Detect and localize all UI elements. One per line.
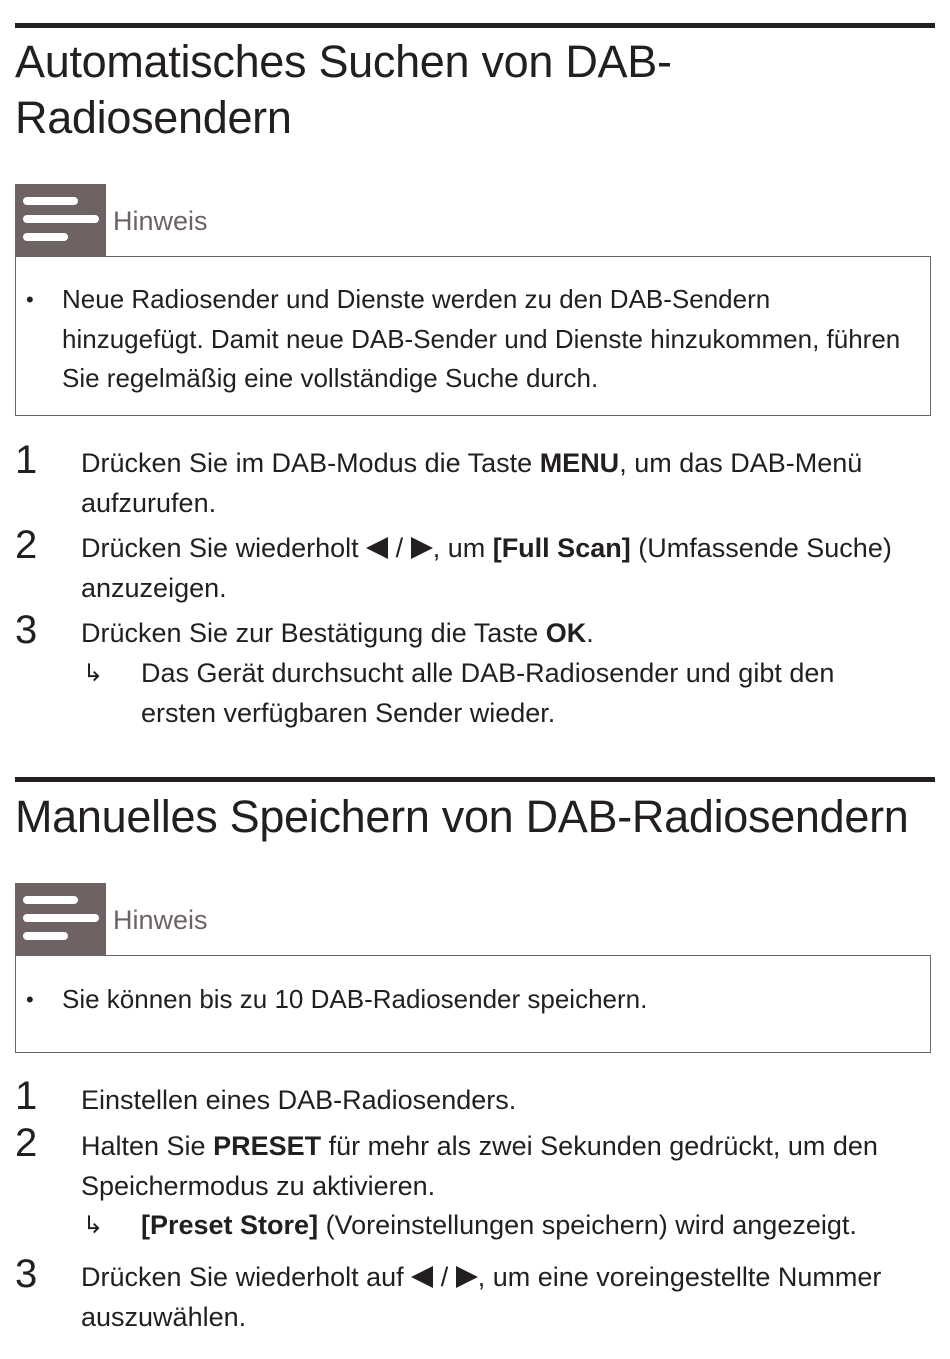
step-number: 2 xyxy=(15,1121,38,1165)
menu-preset-store: [Preset Store] xyxy=(141,1210,319,1240)
section-rule xyxy=(15,777,935,782)
left-arrow-icon xyxy=(411,1266,433,1288)
bullet: • xyxy=(26,987,34,1012)
step-text: Drücken Sie wiederholt auf / , um eine voreingestellte Nummer auszuwählen. xyxy=(81,1262,882,1332)
step-number: 1 xyxy=(15,438,38,482)
note-icon xyxy=(15,883,106,955)
step-result: [Preset Store] (Voreinstellungen speichern) wird angezeigt. xyxy=(141,1210,857,1240)
section-rule xyxy=(15,23,935,28)
note-text: Neue Radiosender und Dienste werden zu den DAB-Sendern hinzugefügt. Damit neue DAB-Sender und Dienste hinzukommen, führen Sie regelmäßig eine vollständige Suche durch. xyxy=(62,284,901,393)
key-ok: OK xyxy=(545,618,587,648)
step-number: 2 xyxy=(15,523,38,567)
section-title: Manuelles Speichern von DAB-Radiosendern xyxy=(15,791,909,842)
note-icon xyxy=(15,184,106,256)
right-arrow-icon xyxy=(456,1266,478,1288)
result-arrow-icon: ↳ xyxy=(83,1212,104,1239)
note-text: Sie können bis zu 10 DAB-Radiosender speichern. xyxy=(62,984,648,1014)
left-arrow-icon xyxy=(366,537,388,559)
key-menu: MENU xyxy=(539,448,620,478)
step-text: Drücken Sie wiederholt / , um [Full Scan] (Umfassende Suche) anzuzeigen. xyxy=(81,533,892,603)
step-number: 3 xyxy=(15,1252,38,1296)
step-text: Drücken Sie im DAB-Modus die Taste MENU, um das DAB-Menü aufzurufen. xyxy=(81,448,863,518)
note-label: Hinweis xyxy=(113,206,208,236)
result-arrow-icon: ↳ xyxy=(83,660,104,687)
section-title: Automatisches Suchen von DAB-Radiosendern xyxy=(15,36,672,143)
bullet: • xyxy=(26,287,34,312)
key-preset: PRESET xyxy=(213,1131,322,1161)
right-arrow-icon xyxy=(411,537,433,559)
note-box xyxy=(15,955,931,1053)
menu-full-scan: [Full Scan] xyxy=(492,533,631,563)
step-text: Halten Sie PRESET für mehr als zwei Sekunden gedrückt, um den Speichermodus zu aktivieren. xyxy=(81,1131,878,1201)
note-label: Hinweis xyxy=(113,905,208,935)
step-number: 3 xyxy=(15,608,38,652)
step-text: Einstellen eines DAB-Radiosenders. xyxy=(81,1085,517,1115)
step-text: Drücken Sie zur Bestätigung die Taste OK. xyxy=(81,618,594,648)
step-result: Das Gerät durchsucht alle DAB-Radiosender und gibt den ersten verfügbaren Sender wieder. xyxy=(141,658,835,728)
step-number: 1 xyxy=(15,1074,38,1118)
note-box xyxy=(15,256,931,416)
